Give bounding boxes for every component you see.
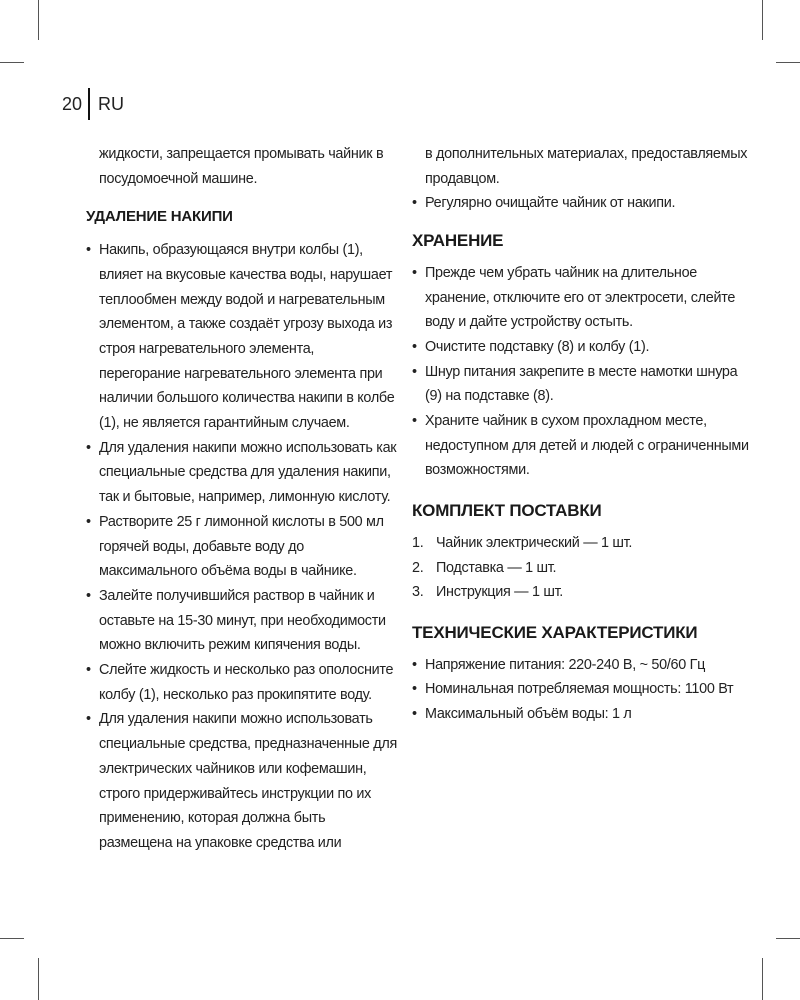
specs-list	[412, 653, 752, 727]
continuation-text: жидкости, запрещается промывать чайник в посудомоечной машине.	[99, 146, 384, 187]
list-item: • Для удаления накипи можно использовать специальные средства, предназначенные для электрических чайников или кофемашин, строго придерживайтесь инструкции по их применению, которая должна быть размещена на упаковке средства или	[86, 707, 398, 855]
language-label: RU	[98, 93, 125, 114]
bullet-icon: •	[412, 338, 417, 355]
section-title-package: КОМПЛЕКТ ПОСТАВКИ	[412, 501, 602, 521]
bullet-icon: •	[86, 242, 91, 259]
page-number: 20	[62, 93, 83, 114]
crop-mark	[38, 0, 39, 40]
bullet-icon: •	[86, 587, 91, 604]
list-item: • Номинальная потребляемая мощность: 1100 Вт	[412, 677, 752, 702]
section-title-specs: ТЕХНИЧЕСКИЕ ХАРАКТЕРИСТИКИ	[412, 622, 698, 642]
bullet-icon: •	[86, 513, 91, 530]
list-item: • Накипь, образующаяся внутри колбы (1), влияет на вкусовые качества воды, нарушает теплообмен между водой и нагревательным элементом, а также создаёт угрозу выхода из строя нагревательного элемента, перегорание нагревательного элемента при наличии большого количества накипи в колбе (1), не является гарантийным случаем.	[86, 238, 398, 436]
bullet-icon: •	[86, 439, 91, 456]
bullet-icon: •	[412, 681, 417, 698]
list-item: 3. Инструкция — 1 шт.	[412, 584, 564, 601]
list-item: 1. Чайник электрический — 1 шт.	[412, 534, 633, 551]
crop-mark	[0, 938, 24, 939]
list-item: • Храните чайник в сухом прохладном месте, недоступном для детей и людей с ограниченными возможностями.	[412, 409, 752, 483]
page-header	[62, 86, 124, 122]
section-title-storage: ХРАНЕНИЕ	[412, 231, 504, 251]
bullet-icon: •	[86, 662, 91, 679]
bullet-icon: •	[412, 363, 417, 380]
continuation-text: в дополнительных материалах, предоставляемых продавцом.	[425, 146, 748, 187]
bullet-icon: •	[412, 264, 417, 281]
continuation-list	[412, 191, 752, 216]
section-title-descaling: УДАЛЕНИЕ НАКИПИ	[86, 208, 233, 226]
list-item: • Растворите 25 г лимонной кислоты в 500 мл горячей воды, добавьте воду до максимального объёма воды в чайнике.	[86, 510, 398, 584]
crop-mark	[762, 958, 763, 1000]
storage-list	[412, 261, 752, 483]
right-column	[412, 142, 752, 727]
left-column	[86, 142, 398, 856]
descaling-list	[86, 238, 398, 856]
list-item: • Максимальный объём воды: 1 л	[412, 702, 752, 727]
list-item: • Залейте получившийся раствор в чайник и оставьте на 15-30 минут, при необходимости можно включить режим кипячения воды.	[86, 584, 398, 658]
bullet-icon: •	[412, 413, 417, 430]
bullet-icon: •	[412, 706, 417, 723]
list-item: • Напряжение питания: 220-240 В, ~ 50/60 Гц	[412, 653, 752, 678]
crop-mark	[38, 958, 39, 1000]
list-item: • Очистите подставку (8) и колбу (1).	[412, 335, 752, 360]
bullet-icon: •	[412, 656, 417, 673]
list-item: • Шнур питания закрепите в месте намотки шнура (9) на подставке (8).	[412, 360, 752, 409]
list-item: 2. Подставка — 1 шт.	[412, 559, 557, 576]
bullet-icon: •	[412, 195, 417, 212]
header-divider	[88, 88, 90, 120]
list-item: • Прежде чем убрать чайник на длительное хранение, отключите его от электросети, слейте воду и дайте устройству остыть.	[412, 261, 752, 335]
crop-mark	[776, 938, 800, 939]
crop-mark	[0, 62, 24, 63]
bullet-icon: •	[86, 711, 91, 728]
list-item: • Для удаления накипи можно использовать как специальные средства для удаления накипи, так и бытовые, например, лимонную кислоту.	[86, 436, 398, 510]
list-item: • Слейте жидкость и несколько раз ополосните колбу (1), несколько раз прокипятите воду.	[86, 658, 398, 707]
crop-mark	[762, 0, 763, 40]
list-item: • Регулярно очищайте чайник от накипи.	[412, 191, 752, 216]
package-list	[412, 531, 752, 605]
crop-mark	[776, 62, 800, 63]
